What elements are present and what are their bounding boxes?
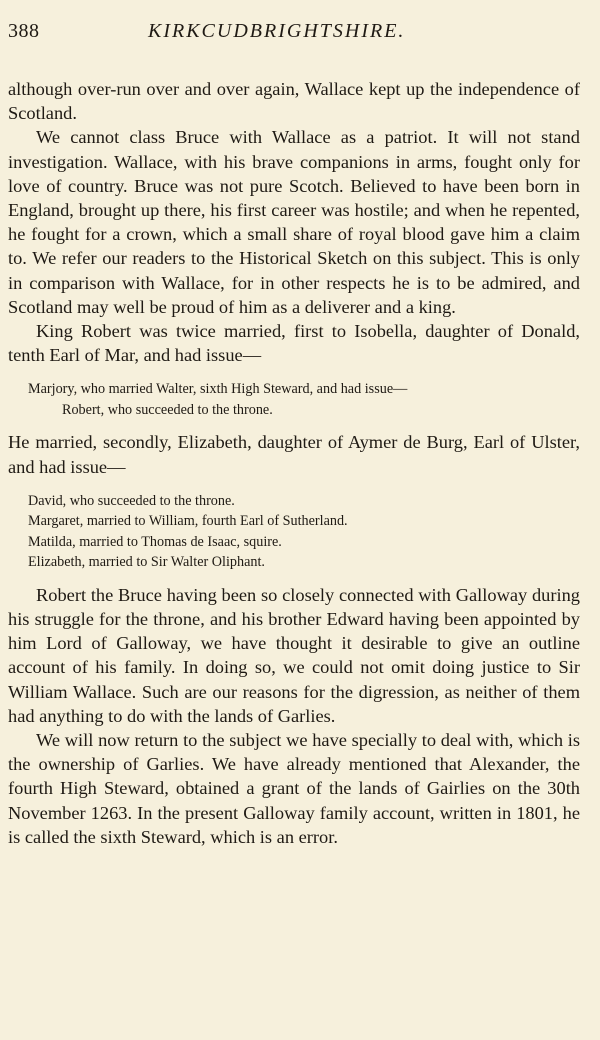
- issue-item: Marjory, who married Walter, sixth High Steward, and had issue—: [28, 381, 408, 398]
- page-number: 388: [8, 20, 40, 42]
- running-title: KIRKCUDBRIGHTSHIRE.: [148, 20, 406, 42]
- paragraph-6: We will now return to the subject we have specially to deal with, which is the ownership of Garlies. We have already mentioned that Alexander, the fourth High Steward, obtained a grant of the lands of Gairlies on the 30th November 1263. In the present Galloway family account, written in 1801, he is called the sixth Steward, which is an error.: [8, 730, 580, 847]
- paragraph-2: We cannot class Bruce with Wallace as a patriot. It will not stand investigation. Wallace, with his brave companions in arms, fought only for love of country. Bruce was not pure Scotch. Believed to have been born in England, brought up there, his first career was hostile; and when he repented, he fought for a crown, which a small share of royal blood gave him a claim to. We refer our readers to the Historical Sketch on this subject. This is only in comparison with Wallace, for in other respects he is to be admired, and Scotland may well be proud of him as a deliverer and a king.: [8, 127, 580, 317]
- issue-list-first-marriage: [28, 379, 580, 420]
- issue-item: Elizabeth, married to Sir Walter Oliphant.: [28, 554, 265, 571]
- paragraph-5: Robert the Bruce having been so closely connected with Galloway during his struggle for the throne, and his brother Edward having been appointed by him Lord of Galloway, we have thought it desirable to give an outline account of his family. In doing so, we could not omit doing justice to Sir William Wallace. Such are our reasons for the digression, as neither of them had anything to do with the lands of Garlies.: [8, 584, 580, 726]
- paragraph-1: although over-run over and over again, Wallace kept up the independence of Scotland.: [8, 79, 580, 124]
- issue-item: Matilda, married to Thomas de Isaac, squire.: [28, 533, 282, 550]
- issue-item: David, who succeeded to the throne.: [28, 492, 235, 509]
- page-header: [8, 20, 593, 46]
- body-text: [8, 77, 580, 849]
- issue-item: Margaret, married to William, fourth Earl of Sutherland.: [28, 513, 348, 530]
- paragraph-4: He married, secondly, Elizabeth, daughter of Aymer de Burg, Earl of Ulster, and had issue—: [8, 432, 580, 477]
- issue-item: Robert, who succeeded to the throne.: [62, 401, 273, 418]
- issue-list-second-marriage: [28, 491, 580, 573]
- paragraph-3: King Robert was twice married, first to Isobella, daughter of Donald, tenth Earl of Mar, and had issue—: [8, 321, 580, 366]
